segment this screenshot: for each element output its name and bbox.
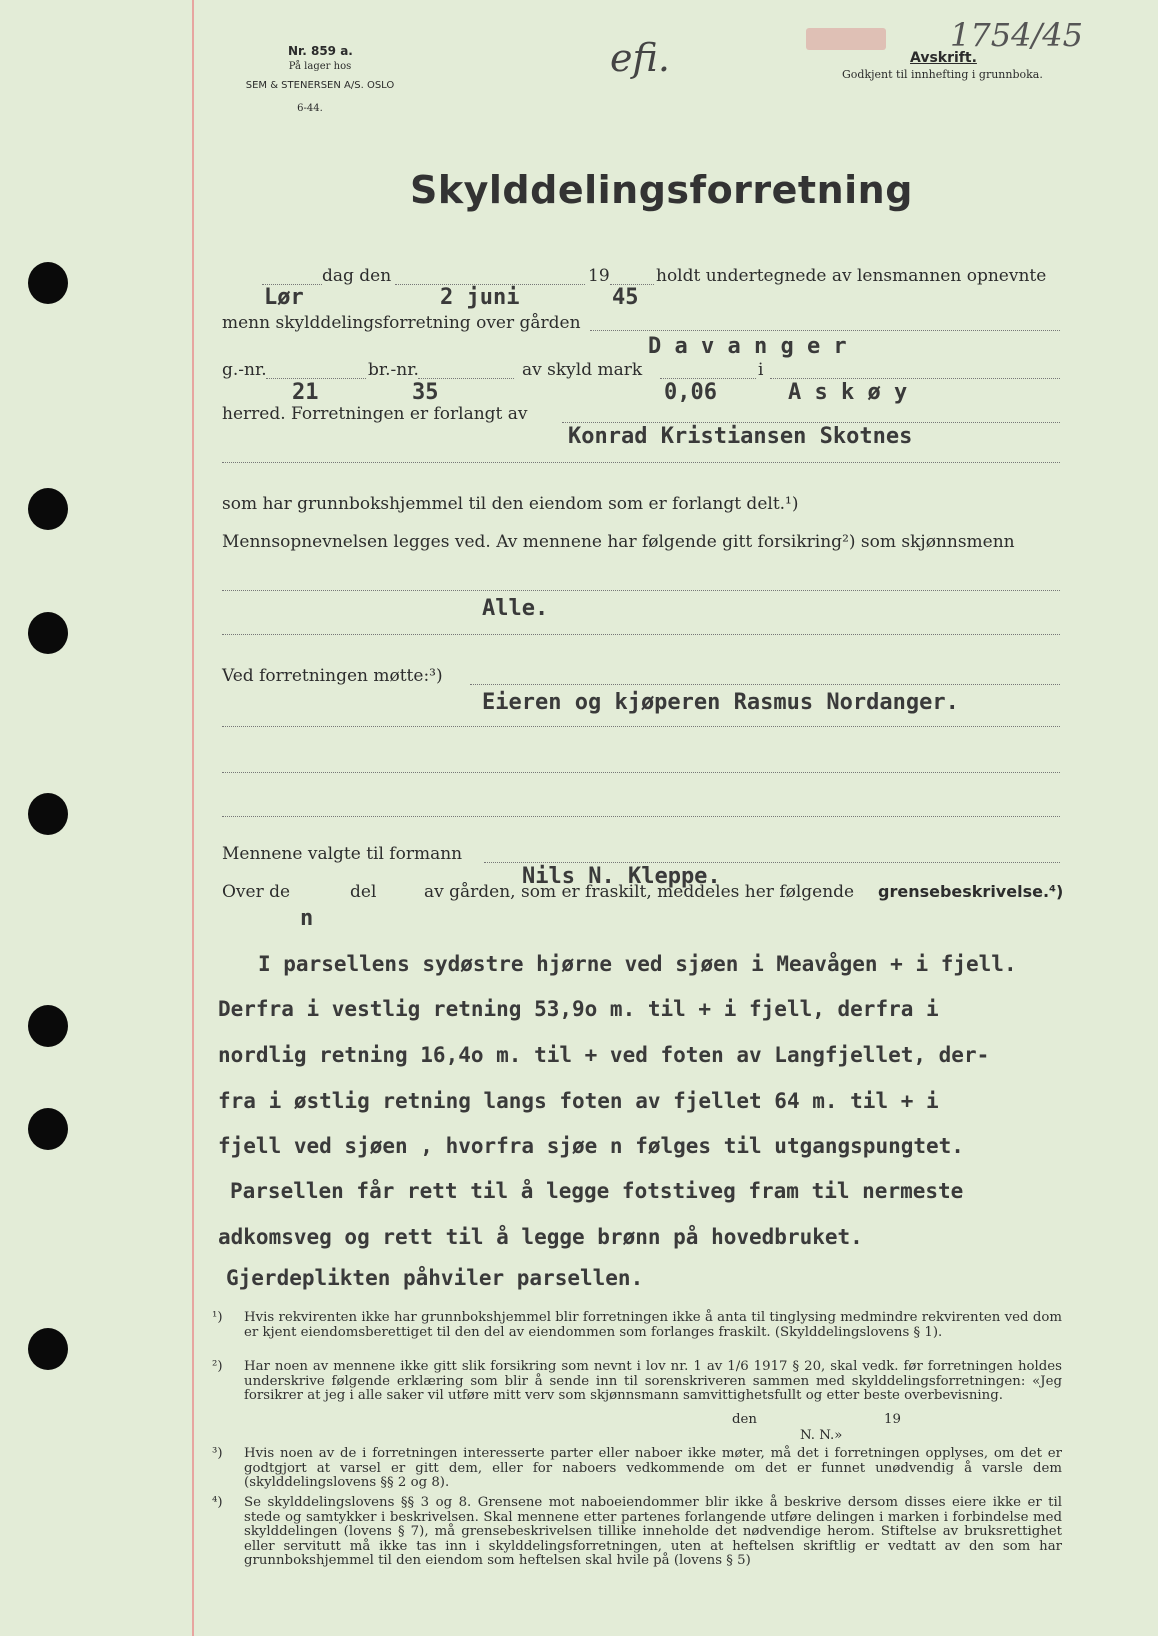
publisher-line-1: På lager hos: [288, 61, 352, 72]
grunnbok-line: som har grunnbokshjemmel til den eiendom som er forlangt delt.¹): [222, 494, 799, 514]
formann-label: Mennene valgte til formann: [222, 844, 463, 864]
dotted-line: [222, 726, 1060, 727]
dotted-line: [484, 862, 1060, 863]
stamp-label: Avskrift.: [910, 50, 977, 66]
print-date: 6-44.: [297, 103, 323, 114]
filled-requester: Konrad Kristiansen Skotnes: [568, 424, 913, 449]
description-line: fra i østlig retning langs foten av fjellet 64 m. til + i: [218, 1089, 939, 1113]
over-rest-label: av gården, som er fraskilt, meddeles her følgende: [424, 882, 855, 902]
binder-hole: [28, 262, 68, 304]
binder-hole: [28, 1328, 68, 1370]
motte-label: Ved forretningen møtte:³): [222, 666, 443, 686]
approval-note: Godkjent til innhefting i grunnboka.: [842, 68, 1043, 81]
footnote-text: Hvis noen av de i forretningen interesserte parter eller naboer ikke møter, må det i forretningen opplyses, om det er godtgjort at varsel er gitt dem, eller for naboers vedkommende om det er funnet unødvendig å varsle dem (skylddelingslovens §§ 2 og 8).: [244, 1446, 1062, 1490]
description-line: Parsellen får rett til å legge fotstiveg fram til nermeste: [230, 1179, 964, 1203]
filled-motte: Eieren og kjøperen Rasmus Nordanger.: [482, 690, 959, 715]
over-de-label: Over de: [222, 882, 291, 902]
footnote-4: [212, 1496, 1062, 1569]
dotted-line: [222, 590, 1060, 591]
filled-date: 2 juni: [440, 285, 520, 310]
dotted-line: [418, 378, 514, 379]
footnote-mark: ¹): [212, 1310, 223, 1325]
binder-hole: [28, 1005, 68, 1047]
dotted-line: [222, 634, 1060, 635]
filled-day: Lør: [264, 285, 304, 310]
binder-hole: [28, 793, 68, 835]
gnr-label: g.-nr.: [222, 360, 267, 380]
publisher-line-2: SEM & STENERSEN A/S. OSLO: [245, 80, 395, 91]
description-line: I parsellens sydøstre hjørne ved sjøen i Meavågen + i fjell.: [258, 952, 1017, 976]
filled-year: 45: [612, 285, 639, 310]
handwritten-page-number: 1754/45: [950, 16, 1083, 54]
filled-alle: Alle.: [482, 596, 549, 621]
dotted-line: [222, 462, 1060, 463]
dotted-line: [590, 330, 1060, 331]
footnote-2-nn: N. N.»: [800, 1428, 843, 1443]
handwritten-initial: efi.: [610, 36, 670, 80]
binder-hole: [28, 1108, 68, 1150]
footnote-2: [212, 1360, 1062, 1404]
description-line: Derfra i vestlig retning 53,9o m. til + i fjell, derfra i: [218, 997, 939, 1021]
dotted-line: [222, 816, 1060, 817]
footnote-2-year: 19: [884, 1412, 901, 1427]
footnote-2-den: den: [732, 1412, 757, 1427]
dag-den-label: dag den: [322, 266, 392, 286]
form-number: Nr. 859 a.: [288, 44, 353, 58]
filled-bnr: 35: [412, 380, 439, 405]
mennsopnevnelsen-line: Mennsopnevnelsen legges ved. Av mennene har følgende gitt forsikring²) som skjønnsmenn: [222, 532, 1015, 552]
footnote-mark: ³): [212, 1446, 223, 1461]
dotted-line: [222, 772, 1060, 773]
filled-farm: D a v a n g e r: [648, 334, 847, 359]
document-title: Skylddelingsforretning: [410, 168, 913, 212]
line1-rest: holdt undertegnede av lensmannen opnevnte: [656, 266, 1047, 286]
bnr-label: br.-nr.: [368, 360, 419, 380]
dotted-line: [562, 422, 1060, 423]
filled-gnr: 21: [292, 380, 319, 405]
footnote-text: Hvis rekvirenten ikke har grunnbokshjemmel blir forretningen ikke å anta til tinglysing medmindre rekvirenten ved dom er kjent eiendomsberettiget til den del av eiendommen som forlanges fraskilt. (Skylddelingslovens § 1).: [244, 1310, 1062, 1340]
dotted-line: [660, 378, 756, 379]
skyld-label: av skyld mark: [522, 360, 643, 380]
description-line: adkomsveg og rett til å legge brønn på hovedbruket.: [218, 1225, 863, 1249]
dotted-line: [266, 378, 366, 379]
footnote-mark: ²): [212, 1359, 223, 1374]
margin-line: [192, 0, 194, 1636]
dotted-line: [470, 684, 1060, 685]
filled-herred: A s k ø y: [788, 380, 908, 405]
dotted-line: [770, 378, 1060, 379]
year-prefix: 19: [588, 266, 610, 286]
herred-line: herred. Forretningen er forlangt av: [222, 404, 528, 424]
description-line: fjell ved sjøen , hvorfra sjøe n følges til utgangspungtet.: [218, 1134, 964, 1158]
footnote-3: [212, 1447, 1062, 1491]
filled-n: n: [300, 906, 314, 931]
line2-label: menn skylddelingsforretning over gården: [222, 313, 581, 333]
footnote-text: Har noen av mennene ikke gitt slik forsikring som nevnt i lov nr. 1 av 1/6 1917 § 20, skal vedk. før forretningen holdes underskrive følgende erklæring som blir å sende inn til sorenskriveren sammen med skylddelingsforretningen: «Jeg forsikrer at jeg i alle saker vil utføre mitt verv som skjønnsmann samvittighetsfullt og etter beste overbevisning.: [244, 1359, 1062, 1403]
grense-label: grensebeskrivelse.⁴): [878, 882, 1064, 901]
filled-formann: Nils N. Kleppe.: [522, 864, 721, 889]
del-label: del: [350, 882, 377, 902]
binder-hole: [28, 488, 68, 530]
footnote-mark: ⁴): [212, 1495, 223, 1510]
footnote-1: [212, 1311, 1062, 1340]
filled-skyld: 0,06: [664, 380, 717, 405]
description-line: Gjerdeplikten påhviler parsellen.: [226, 1266, 644, 1290]
red-stamp: [806, 28, 886, 50]
description-line: nordlig retning 16,4o m. til + ved foten av Langfjellet, der-: [218, 1043, 990, 1067]
footnote-text: Se skylddelingslovens §§ 3 og 8. Grensene mot naboeiendommer blir ikke å beskrive dersom disses eiere ikke er til stede og samtykker i beskrivelsen. Skal mennene etter partenes forlangende utføre delingen i marken i forbindelse med skylddelingen (lovens § 7), må grensebeskrivelsen tillike inneholde det nødvendige herom. Stiftelse av bruksrettighet eller servitutt må ikke tas inn i skylddelingsforretningen, uten at heftelsen skriftlig er vedtatt av den som har grunnbokshjemmel til den eiendom som heftelsen skal hvile på (lovens § 5): [244, 1495, 1062, 1568]
binder-hole: [28, 612, 68, 654]
i-label: i: [758, 360, 764, 380]
